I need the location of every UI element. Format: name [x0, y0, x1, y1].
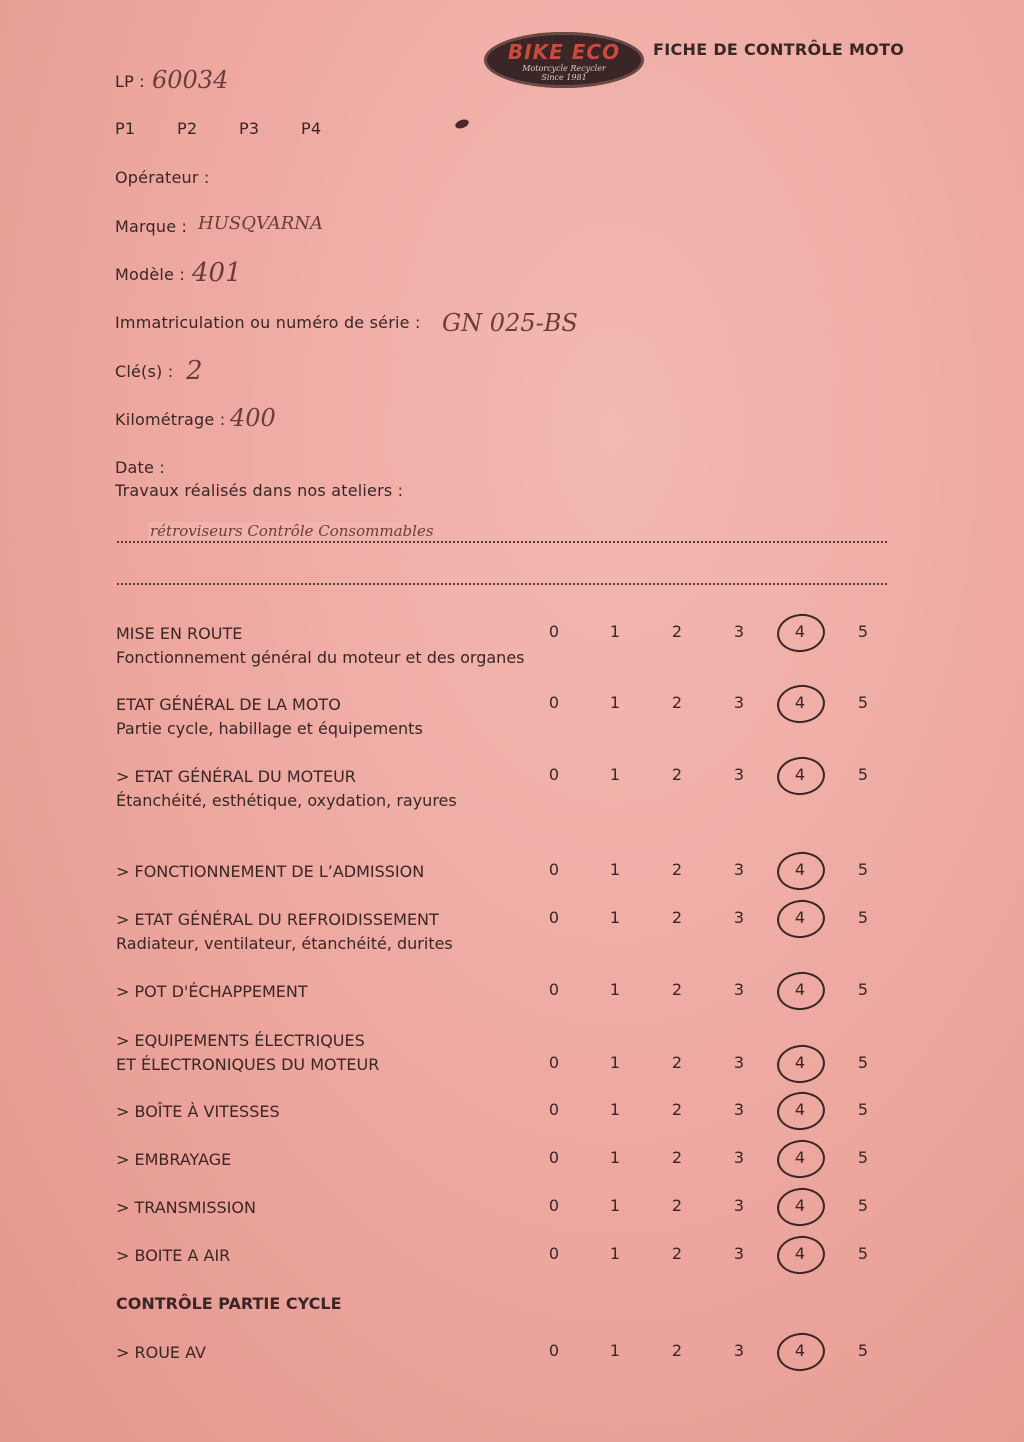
row-title: > BOÎTE À VITESSES [116, 1102, 280, 1121]
row-subtitle: ET ÉLECTRONIQUES DU MOTEUR [116, 1055, 380, 1074]
rating-option-0: 0 [548, 1148, 560, 1167]
date-label: Date : [115, 458, 165, 477]
rating-option-2: 2 [671, 1196, 683, 1215]
rating-option-2: 2 [671, 1100, 683, 1119]
rating-option-0: 0 [548, 1053, 560, 1072]
rating-option-2: 2 [671, 1244, 683, 1263]
row-title: MISE EN ROUTE [116, 624, 243, 643]
kilometrage-value: 400 [230, 404, 276, 432]
rating-option-4: 4 [794, 860, 806, 879]
immat-value: GN 025-BS [442, 309, 578, 337]
rating-option-5: 5 [857, 1053, 869, 1072]
p3-label: P3 [239, 119, 260, 138]
rating-option-2: 2 [671, 908, 683, 927]
row-title: > EQUIPEMENTS ÉLECTRIQUES [116, 1031, 365, 1050]
rating-option-1: 1 [609, 1100, 621, 1119]
lp-value: 60034 [152, 66, 229, 94]
rating-option-0: 0 [548, 622, 560, 641]
rating-option-5: 5 [857, 1196, 869, 1215]
rating-option-4: 4 [794, 980, 806, 999]
logo-since-line: Since 1981 [541, 73, 587, 82]
rating-option-0: 0 [548, 1100, 560, 1119]
rating-option-4: 4 [794, 1100, 806, 1119]
rating-option-4: 4 [794, 908, 806, 927]
row-title: > FONCTIONNEMENT DE L’ADMISSION [116, 862, 425, 881]
rating-option-1: 1 [609, 765, 621, 784]
rating-option-4: 4 [794, 622, 806, 641]
row-subtitle: Étanchéité, esthétique, oxydation, rayures [116, 791, 457, 810]
rating-option-0: 0 [548, 1244, 560, 1263]
rating-option-1: 1 [609, 1053, 621, 1072]
rating-option-2: 2 [671, 1053, 683, 1072]
travaux-line-2 [117, 583, 887, 585]
rating-option-4: 4 [794, 693, 806, 712]
travaux-label: Travaux réalisés dans nos ateliers : [115, 481, 404, 500]
row-title: > POT D'ÉCHAPPEMENT [116, 982, 308, 1001]
row-subtitle: Radiateur, ventilateur, étanchéité, durites [116, 934, 453, 953]
marque-label: Marque : [115, 217, 188, 236]
rating-option-2: 2 [671, 980, 683, 999]
p4-label: P4 [301, 119, 322, 138]
rating-option-0: 0 [548, 765, 560, 784]
rating-option-3: 3 [733, 765, 745, 784]
modele-label: Modèle : [115, 265, 185, 284]
travaux-line-1 [117, 541, 887, 543]
rating-option-4: 4 [794, 1244, 806, 1263]
row-subtitle: Partie cycle, habillage et équipements [116, 719, 423, 738]
rating-option-5: 5 [857, 860, 869, 879]
rating-option-0: 0 [548, 693, 560, 712]
cles-label: Clé(s) : [115, 362, 174, 381]
rating-option-0: 0 [548, 980, 560, 999]
row-title: > BOITE A AIR [116, 1246, 231, 1265]
row-title: > TRANSMISSION [116, 1198, 256, 1217]
logo-text: BIKE ECO [507, 40, 621, 64]
p1-label: P1 [115, 119, 136, 138]
immat-label: Immatriculation ou numéro de série : [115, 313, 421, 332]
rating-option-1: 1 [609, 980, 621, 999]
rating-option-2: 2 [671, 1148, 683, 1167]
rating-option-5: 5 [857, 1148, 869, 1167]
rating-option-4: 4 [794, 1148, 806, 1167]
row-title: > ETAT GÉNÉRAL DU MOTEUR [116, 767, 356, 786]
p2-label: P2 [177, 119, 198, 138]
section-controle-partie-cycle: CONTRÔLE PARTIE CYCLE [116, 1294, 342, 1313]
rating-option-5: 5 [857, 1341, 869, 1360]
logo-tagline-line: Motorcycle Recycler [522, 64, 606, 73]
rating-option-0: 0 [548, 860, 560, 879]
row-title: ETAT GÉNÉRAL DE LA MOTO [116, 695, 341, 714]
rating-option-2: 2 [671, 693, 683, 712]
rating-option-3: 3 [733, 1100, 745, 1119]
row-title: > ETAT GÉNÉRAL DU REFROIDISSEMENT [116, 910, 439, 929]
rating-option-4: 4 [794, 1053, 806, 1072]
rating-option-5: 5 [857, 693, 869, 712]
rating-option-1: 1 [609, 860, 621, 879]
rating-option-1: 1 [609, 1148, 621, 1167]
rating-option-5: 5 [857, 765, 869, 784]
rating-option-0: 0 [548, 1341, 560, 1360]
rating-option-2: 2 [671, 1341, 683, 1360]
rating-option-1: 1 [609, 693, 621, 712]
operateur-label: Opérateur : [115, 168, 210, 187]
rating-option-5: 5 [857, 1244, 869, 1263]
rating-option-1: 1 [609, 1244, 621, 1263]
kilometrage-label: Kilométrage : [115, 410, 226, 429]
logo-tagline [484, 64, 644, 82]
row-title: > ROUE AV [116, 1343, 206, 1362]
row-subtitle: Fonctionnement général du moteur et des organes [116, 648, 525, 667]
rating-option-5: 5 [857, 622, 869, 641]
row-title: > EMBRAYAGE [116, 1150, 232, 1169]
rating-option-3: 3 [733, 980, 745, 999]
rating-option-3: 3 [733, 1341, 745, 1360]
marque-value: HUSQVARNA [198, 213, 324, 234]
rating-option-0: 0 [548, 908, 560, 927]
rating-option-3: 3 [733, 1244, 745, 1263]
rating-option-3: 3 [733, 908, 745, 927]
rating-option-3: 3 [733, 693, 745, 712]
rating-option-3: 3 [733, 1148, 745, 1167]
rating-option-3: 3 [733, 860, 745, 879]
rating-option-5: 5 [857, 980, 869, 999]
page-title: FICHE DE CONTRÔLE MOTO [653, 40, 905, 59]
rating-option-0: 0 [548, 1196, 560, 1215]
rating-option-1: 1 [609, 1341, 621, 1360]
rating-option-3: 3 [733, 1196, 745, 1215]
rating-option-1: 1 [609, 908, 621, 927]
bike-eco-logo [484, 32, 644, 88]
travaux-value: rétroviseurs Contrôle Consommables [150, 522, 434, 540]
rating-option-1: 1 [609, 1196, 621, 1215]
rating-option-4: 4 [794, 765, 806, 784]
rating-option-5: 5 [857, 1100, 869, 1119]
rating-option-4: 4 [794, 1196, 806, 1215]
rating-option-2: 2 [671, 860, 683, 879]
modele-value: 401 [192, 258, 242, 288]
rating-option-5: 5 [857, 908, 869, 927]
rating-option-3: 3 [733, 1053, 745, 1072]
rating-option-4: 4 [794, 1341, 806, 1360]
lp-label: LP : [115, 72, 145, 91]
cles-value: 2 [186, 356, 203, 386]
rating-option-2: 2 [671, 765, 683, 784]
rating-option-3: 3 [733, 622, 745, 641]
rating-option-2: 2 [671, 622, 683, 641]
rating-option-1: 1 [609, 622, 621, 641]
